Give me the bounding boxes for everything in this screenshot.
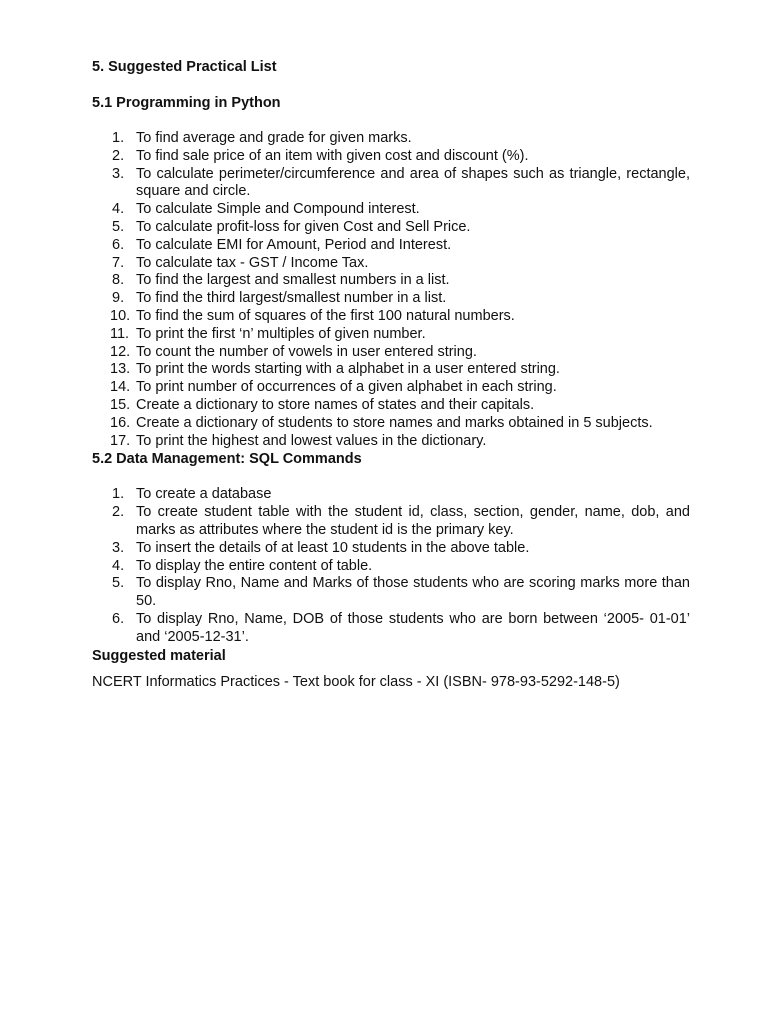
list-item-number: 10.	[110, 307, 131, 324]
list-item-text: To calculate perimeter/circumference and area of shapes such as triangle, rectangle, square and circle.	[136, 165, 690, 200]
list-item-number: 3.	[112, 539, 125, 556]
document-page	[92, 58, 690, 705]
list-item-number: 2.	[112, 147, 125, 164]
list-item-text: To find sale price of an item with given cost and discount (%).	[136, 147, 529, 164]
list-item-text: To calculate Simple and Compound interest.	[136, 201, 420, 218]
list-item-number: 5.	[112, 218, 125, 235]
list-item-text: To count the number of vowels in user entered string.	[136, 343, 477, 360]
list-item-number: 6.	[112, 236, 125, 253]
list-item	[92, 575, 690, 611]
list-item-number: 8.	[112, 272, 125, 289]
list-item-text: Create a dictionary of students to store names and marks obtained in 5 subjects.	[136, 414, 653, 431]
list-item-text: To display the entire content of table.	[136, 557, 373, 574]
list-item-number: 16.	[110, 414, 131, 431]
list-item	[92, 255, 690, 273]
list-item-number: 9.	[112, 290, 125, 307]
list-item-text: To calculate EMI for Amount, Period and Interest.	[136, 236, 452, 253]
list-item	[92, 148, 690, 166]
list-item-text: To display Rno, Name, DOB of those students who are born between ‘2005- 01-01’ and ‘2005-12-31’.	[136, 610, 690, 645]
list-item	[92, 540, 690, 558]
list-item-number: 1.	[112, 130, 125, 146]
list-item-text: To find the sum of squares of the first 100 natural numbers.	[136, 307, 515, 324]
list-item-number: 14.	[110, 379, 131, 396]
list-item-number: 4.	[112, 201, 125, 218]
list-item-number: 1.	[112, 486, 125, 503]
list-item-number: 11.	[110, 325, 130, 342]
list-item-text: To insert the details of at least 10 students in the above table.	[136, 539, 530, 556]
list-item-text: To find average and grade for given marks.	[136, 130, 412, 146]
list-item	[92, 344, 690, 362]
list-item-text: To create a database	[136, 486, 272, 503]
list-item-number: 6.	[112, 610, 125, 627]
list-item-text: To find the third largest/smallest number in a list.	[136, 290, 447, 307]
list-item	[92, 290, 690, 308]
list-item-text: To print the first ‘n’ multiples of given number.	[136, 325, 426, 342]
list-item	[92, 433, 690, 451]
list-item	[92, 237, 690, 255]
section-title: 5. Suggested Practical List	[92, 59, 277, 75]
list-item-number: 15.	[110, 396, 131, 413]
list-item	[92, 219, 690, 237]
list-item	[92, 558, 690, 576]
list-item	[92, 379, 690, 397]
list-item-text: To print number of occurrences of a given alphabet in each string.	[136, 379, 557, 396]
list-item-text: Create a dictionary to store names of states and their capitals.	[136, 396, 535, 413]
list-item-number: 13.	[110, 361, 131, 378]
list-item	[92, 326, 690, 344]
sql-practical-list	[92, 486, 690, 646]
list-item-number: 7.	[112, 254, 125, 271]
list-item	[92, 397, 690, 415]
list-item	[92, 166, 690, 202]
list-item-text: To calculate profit-loss for given Cost and Sell Price.	[136, 218, 471, 235]
python-practical-list	[92, 130, 690, 450]
list-item	[92, 130, 690, 148]
list-item-text: To create student table with the student id, class, section, gender, name, dob, and marks as attributes where the student id is the primary key.	[136, 504, 690, 538]
list-item-text: To print the words starting with a alphabet in a user entered string.	[136, 361, 560, 378]
list-item	[92, 486, 690, 504]
suggested-material-text: NCERT Informatics Practices - Text book for class - XI (ISBN- 978-93-5292-148-5)	[92, 673, 620, 690]
list-item-number: 2.	[112, 504, 125, 521]
python-section-title: 5.1 Programming in Python	[92, 95, 281, 111]
list-item-text: To find the largest and smallest numbers in a list.	[136, 272, 450, 289]
list-item	[92, 201, 690, 219]
list-item	[92, 415, 690, 433]
list-item	[92, 361, 690, 379]
list-item-text: To calculate tax - GST / Income Tax.	[136, 254, 369, 271]
list-item	[92, 308, 690, 326]
list-item	[92, 611, 690, 647]
sql-section-title: 5.2 Data Management: SQL Commands	[92, 451, 362, 468]
suggested-material-title: Suggested material	[92, 647, 226, 664]
list-item-number: 12.	[110, 343, 131, 360]
list-item-number: 5.	[112, 575, 125, 592]
list-item	[92, 504, 690, 540]
list-item-number: 3.	[112, 165, 125, 182]
list-item	[92, 272, 690, 290]
list-item-number: 4.	[112, 557, 125, 574]
list-item-text: To display Rno, Name and Marks of those students who are scoring marks more than 50.	[136, 575, 690, 610]
list-item-number: 17.	[110, 432, 131, 449]
list-item-text: To print the highest and lowest values in the dictionary.	[136, 432, 487, 449]
